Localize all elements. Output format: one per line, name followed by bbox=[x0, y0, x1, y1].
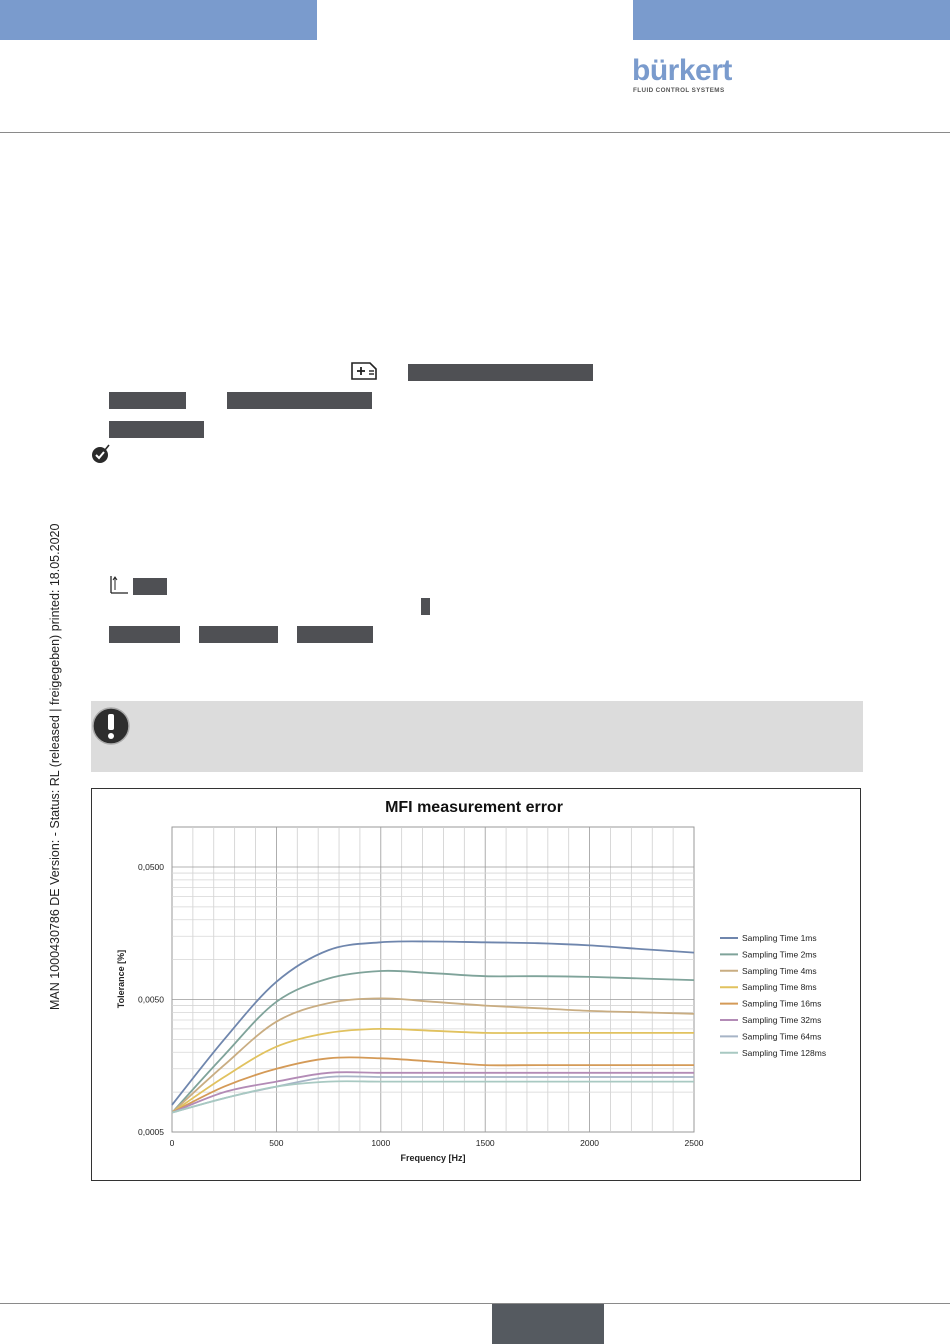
chart-legend bbox=[720, 933, 826, 1058]
legend-entry: Sampling Time 64ms bbox=[742, 1031, 822, 1042]
legend-entry: Sampling Time 2ms bbox=[742, 949, 817, 960]
series-line-5 bbox=[172, 1057, 694, 1112]
document-status-line: MAN 1000430786 DE Version: - Status: RL (released | freigegeben) printed: 18.05.2020 bbox=[48, 523, 62, 1010]
series-line-1 bbox=[172, 941, 694, 1105]
footer-divider bbox=[0, 1303, 950, 1304]
x-tick-label: 2500 bbox=[684, 1138, 704, 1148]
x-axis-label: Frequency [Hz] bbox=[400, 1153, 466, 1163]
header-divider bbox=[0, 132, 950, 133]
device-add-icon bbox=[350, 361, 380, 381]
header-band-left bbox=[0, 0, 317, 40]
y-tick-label: 0,0050 bbox=[138, 994, 164, 1005]
brand-logo bbox=[632, 56, 732, 96]
x-tick-label: 1000 bbox=[371, 1138, 391, 1148]
mfi-error-chart bbox=[91, 788, 861, 1181]
page-number-tab bbox=[492, 1304, 604, 1344]
chart-series bbox=[172, 941, 694, 1112]
menu-label-7 bbox=[109, 626, 180, 643]
header-band-right bbox=[633, 0, 950, 40]
menu-label-4 bbox=[109, 421, 204, 438]
menu-label-5 bbox=[133, 578, 167, 595]
legend-entry: Sampling Time 32ms bbox=[742, 1015, 822, 1025]
brand-tagline: FLUID CONTROL SYSTEMS bbox=[633, 87, 725, 94]
menu-label-8 bbox=[199, 626, 278, 643]
menu-label-2 bbox=[109, 392, 186, 409]
legend-entry: Sampling Time 8ms bbox=[742, 982, 817, 993]
menu-label-1 bbox=[408, 364, 593, 381]
series-line-3 bbox=[172, 998, 694, 1112]
x-tick-label: 500 bbox=[269, 1138, 284, 1148]
legend-entry: Sampling Time 16ms bbox=[742, 998, 822, 1009]
x-tick-label: 2000 bbox=[580, 1138, 600, 1148]
check-circle-icon bbox=[90, 444, 112, 464]
legend-entry: Sampling Time 128ms bbox=[742, 1047, 827, 1058]
x-tick-label: 1500 bbox=[475, 1138, 495, 1148]
menu-label-3 bbox=[227, 392, 372, 409]
chart-axes bbox=[138, 862, 704, 1148]
menu-label-6 bbox=[421, 598, 430, 615]
x-tick-label: 0 bbox=[169, 1138, 175, 1148]
y-axis-label: Tolerance [%] bbox=[116, 949, 126, 1009]
chart-title: MFI measurement error bbox=[385, 799, 563, 816]
chart-canvas bbox=[92, 789, 860, 1180]
axis-scale-icon bbox=[108, 575, 130, 595]
exclamation-icon bbox=[91, 706, 129, 744]
menu-label-9 bbox=[297, 626, 373, 643]
legend-entry: Sampling Time 1ms bbox=[742, 933, 817, 943]
brand-name: bürkert bbox=[632, 54, 732, 87]
note-box bbox=[91, 701, 863, 772]
y-tick-label: 0,0005 bbox=[138, 1127, 164, 1137]
legend-entry: Sampling Time 4ms bbox=[742, 965, 817, 976]
y-tick-label: 0,0500 bbox=[138, 862, 164, 872]
